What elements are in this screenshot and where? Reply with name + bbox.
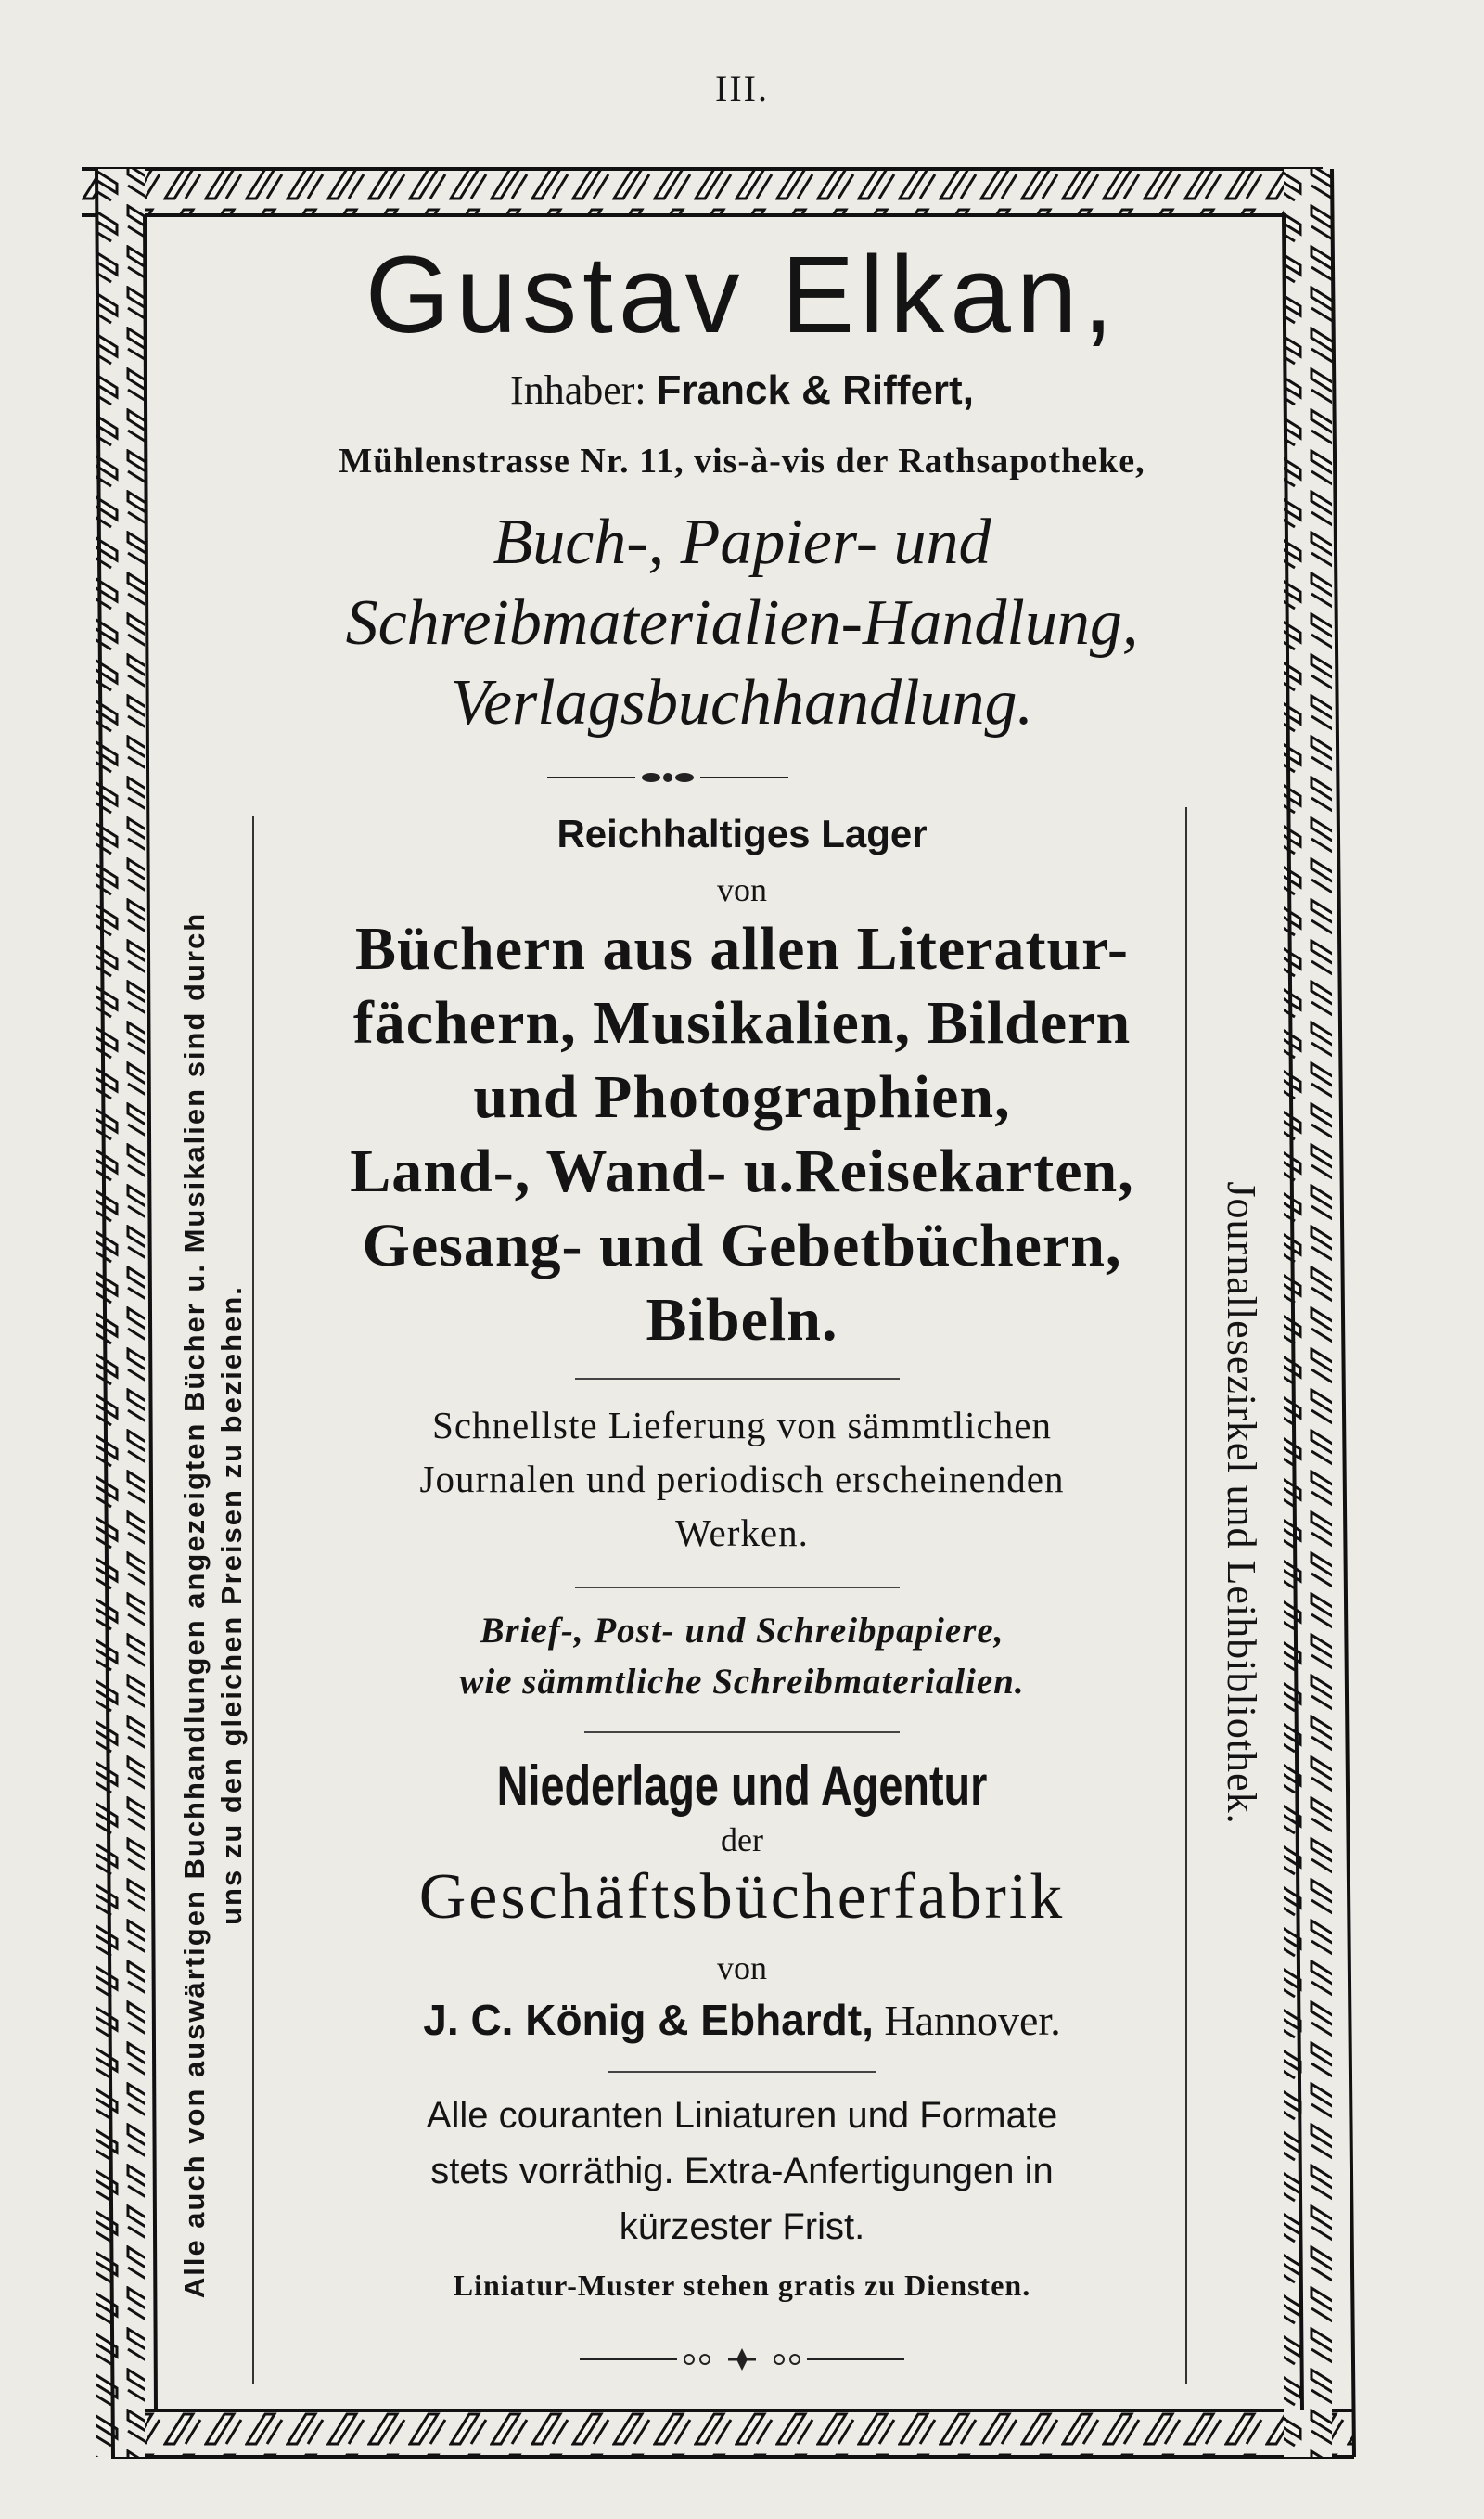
- formats-line-1: Alle couranten Liniaturen und Formate: [426, 2095, 1058, 2136]
- stock-line-1: Büchern aus allen Literatur-: [354, 915, 1130, 983]
- delivery-line-1: Schnellste Lieferung von sämmtlichen: [432, 1404, 1052, 1446]
- owner-line: [0, 366, 1484, 414]
- left-side-note-line-2: uns zu den gleichen Preisen zu beziehen.: [215, 1285, 248, 1925]
- page-number: III.: [715, 68, 769, 109]
- stock-line-4: Land-, Wand- u.Reisekarten,: [350, 1137, 1134, 1205]
- left-side-note: [176, 816, 250, 2394]
- paper-line-1: Brief-, Post- und Schreibpapiere,: [480, 1611, 1004, 1651]
- stock-heading: Reichhaltiges Lager: [556, 812, 928, 855]
- delivery-line-2: Journalen und periodisch erscheinenden: [419, 1458, 1065, 1500]
- left-side-note-line-1: Alle auch von auswärtigen Buchhandlungen angezeigten Bücher u. Musikalien sind durch: [178, 911, 211, 2299]
- business-line-1: Buch-, Papier- und: [493, 507, 991, 578]
- business-line-3: Verlagsbuchhandlung.: [450, 667, 1034, 739]
- agency-factory: Geschäftsbücherfabrik: [418, 1861, 1066, 1933]
- divider-4: [608, 2071, 876, 2073]
- paper-line-2: wie sämmtliche Schreibmaterialien.: [459, 1662, 1025, 1702]
- formats-line-2: stets vorräthig. Extra-Anfertigungen in: [430, 2151, 1054, 2191]
- owner-names: Franck & Riffert,: [656, 367, 974, 413]
- stock-line-5: Gesang- und Gebetbüchern,: [362, 1212, 1122, 1279]
- delivery-line-3: Werken.: [675, 1511, 809, 1554]
- divider-1: [575, 1378, 900, 1380]
- agency-der: der: [721, 1821, 763, 1858]
- agency-heading: Niederlage und Agentur: [496, 1754, 988, 1817]
- agency-von: von: [717, 1949, 767, 1986]
- divider-3: [584, 1731, 900, 1733]
- address: Mühlenstrasse Nr. 11, vis-à-vis der Rathsapotheke,: [339, 442, 1145, 481]
- stock-line-6: Bibeln.: [646, 1286, 838, 1354]
- divider-ornament-top: [547, 768, 788, 787]
- formats-muster: Liniatur-Muster stehen gratis zu Diensten.: [453, 2268, 1031, 2302]
- formats-line-3: kürzester Frist.: [619, 2206, 865, 2247]
- stock-von: von: [717, 871, 767, 908]
- agency-company: J. C. König & Ebhardt,: [423, 1996, 874, 2044]
- divider-2: [575, 1587, 900, 1588]
- stock-line-2: fächern, Musikalien, Bildern: [352, 989, 1132, 1057]
- stock-line-3: und Photographien,: [473, 1063, 1011, 1131]
- agency-city: Hannover.: [884, 1997, 1061, 2044]
- business-line-2: Schreibmaterialien-Handlung,: [345, 587, 1139, 659]
- right-side-note: Journallesezirkel und Leihbibliothek.: [1219, 1181, 1264, 1825]
- firm-name: Gustav Elkan,: [365, 234, 1119, 356]
- divider-ornament-bottom: [580, 2345, 904, 2373]
- owner-prefix: Inhaber:: [510, 367, 646, 413]
